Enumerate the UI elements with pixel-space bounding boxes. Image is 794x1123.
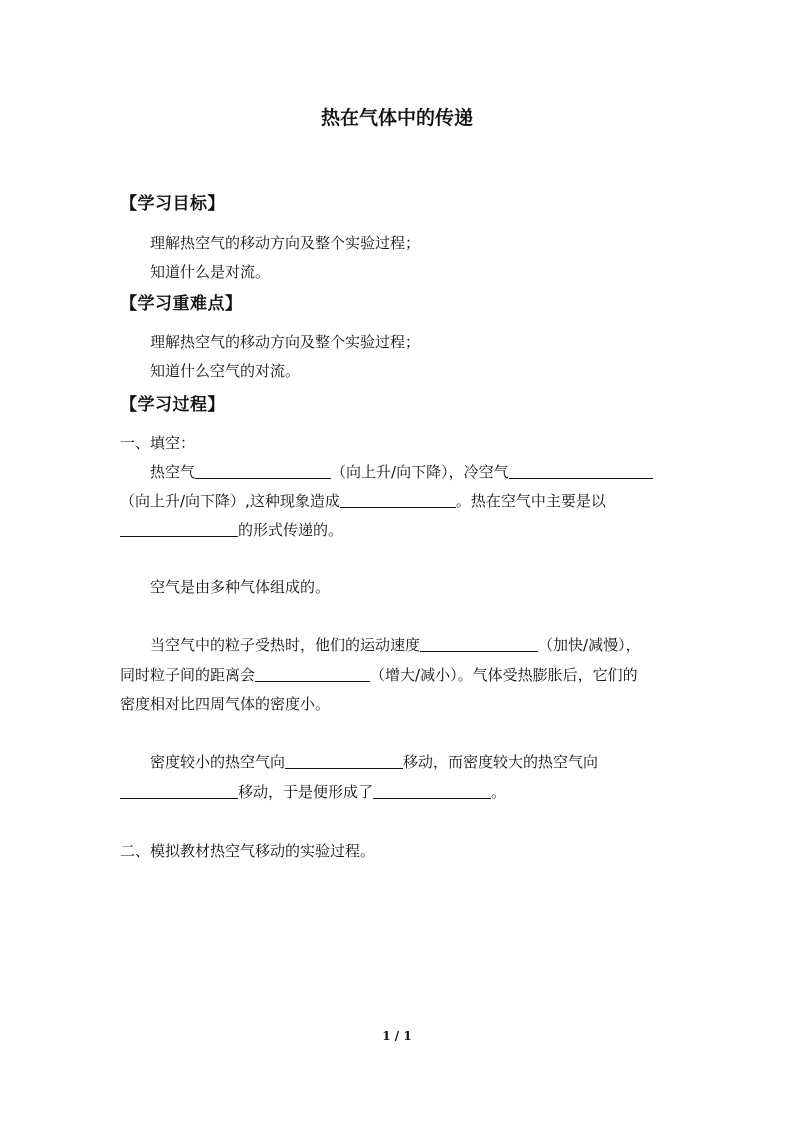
- fill-in-p1-line3: [120, 519, 670, 540]
- text: 。热在空气中主要是以: [455, 492, 606, 510]
- heading-learning-process: 【学习过程】: [120, 395, 225, 415]
- text: （增大/减小）。气体受热膨胀后，它们的: [370, 666, 638, 684]
- blank-particle-distance[interactable]: [255, 666, 370, 682]
- text: （向上升/向下降）,这种现象造成: [120, 492, 340, 510]
- fill-in-label: 一、填空：: [120, 434, 196, 452]
- fill-in-p1-line2: [120, 490, 670, 511]
- fill-in-p1-line1: [120, 461, 700, 482]
- text: 同时粒子间的距离会: [120, 666, 256, 684]
- text: 热空气: [150, 463, 196, 481]
- fill-in-p3-line1: [120, 634, 700, 655]
- simulate-section: 二、模拟教材热空气移动的实验过程。: [120, 842, 376, 860]
- goal-item-1: 理解热空气的移动方向及整个实验过程；: [150, 234, 421, 252]
- goal-item-2: 知道什么是对流。: [150, 263, 271, 281]
- blank-dense-air-move[interactable]: [120, 783, 238, 799]
- blank-transfer-form[interactable]: [120, 521, 238, 537]
- fill-in-p3-line2: [120, 664, 670, 685]
- text: （加快/减慢），: [538, 636, 641, 654]
- blank-formed-result[interactable]: [373, 783, 491, 799]
- page-title: 热在气体中的传递: [320, 107, 473, 129]
- key-point-item-1: 理解热空气的移动方向及整个实验过程；: [150, 333, 421, 351]
- blank-hot-air-direction[interactable]: [195, 463, 331, 479]
- fill-in-p3-line3: 密度相对比四周气体的密度小。: [120, 695, 331, 713]
- text: 移动，于是便形成了: [238, 783, 374, 801]
- text: 移动，而密度较大的热空气向: [403, 753, 599, 771]
- heading-learning-goals: 【学习目标】: [120, 194, 225, 214]
- blank-hot-air-move[interactable]: [285, 753, 403, 769]
- blank-cold-air-direction[interactable]: [509, 463, 653, 479]
- text: （向上升/向下降），冷空气: [331, 463, 509, 481]
- page-number: 1 / 1: [382, 1029, 412, 1043]
- fill-in-p4-line1: [120, 751, 700, 772]
- blank-particle-speed[interactable]: [420, 636, 538, 652]
- text: 当空气中的粒子受热时，他们的运动速度: [150, 636, 421, 654]
- fill-in-p2: 空气是由多种气体组成的。: [150, 578, 331, 596]
- fill-in-p4-line2: [120, 781, 670, 802]
- blank-phenomenon[interactable]: [340, 492, 456, 508]
- text: 。: [491, 783, 507, 801]
- text: 的形式传递的。: [238, 521, 344, 539]
- text: 密度较小的热空气向: [150, 753, 286, 771]
- key-point-item-2: 知道什么空气的对流。: [150, 362, 301, 380]
- heading-key-points: 【学习重难点】: [120, 294, 243, 314]
